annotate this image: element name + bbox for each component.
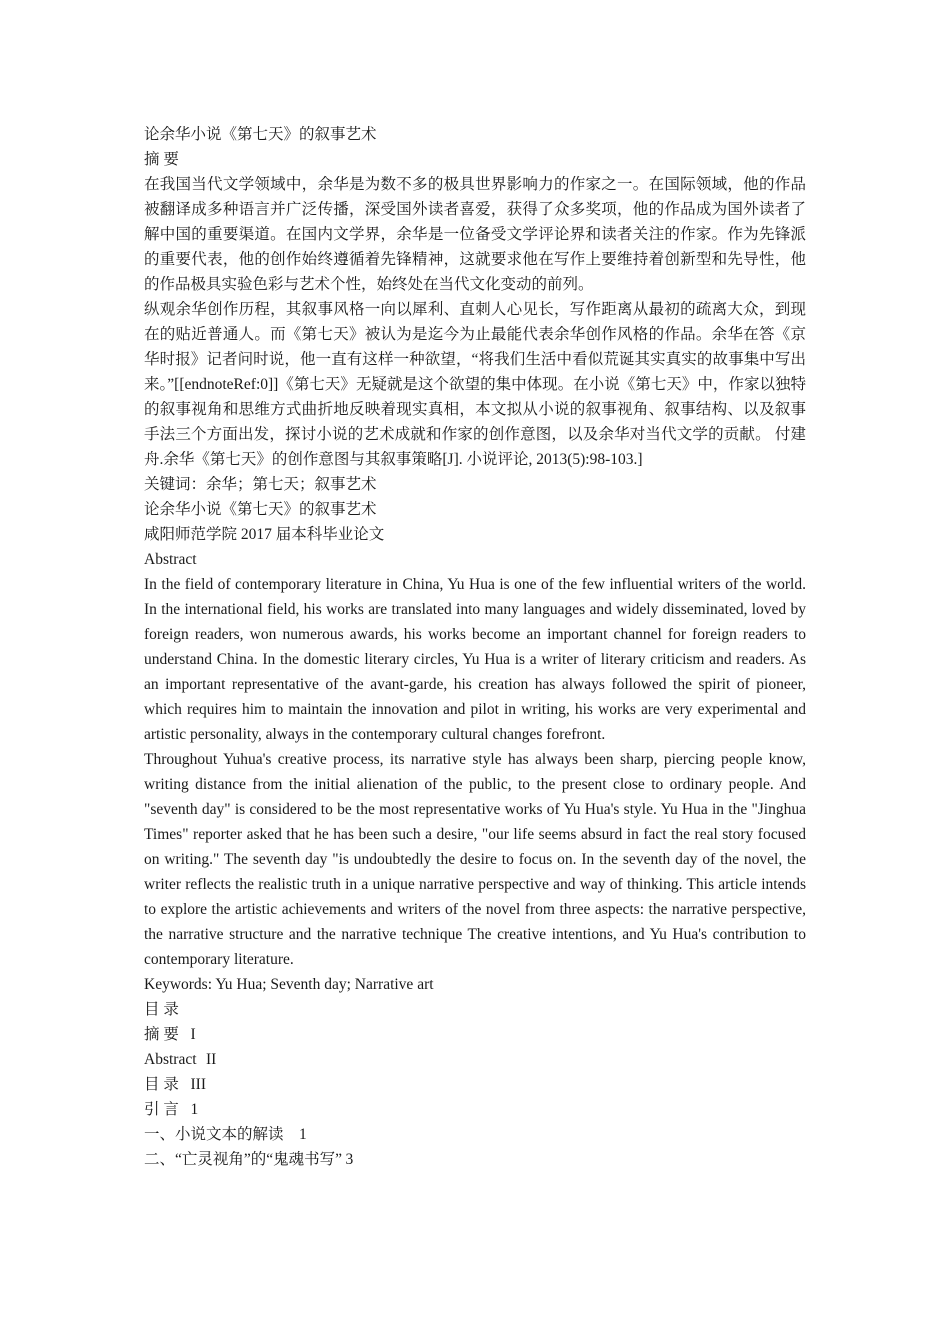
toc-entry-page: 1	[299, 1126, 307, 1143]
abstract-heading-en: Abstract	[144, 551, 197, 568]
toc-entry[interactable]	[144, 1122, 806, 1147]
toc-entry-label: Abstract	[144, 1051, 197, 1068]
abstract-heading-cn: 摘 要	[144, 151, 179, 168]
toc-entry-page: 3	[345, 1151, 354, 1168]
toc-entry[interactable]	[144, 1097, 806, 1122]
toc-entry-label: 摘 要	[144, 1026, 179, 1043]
table-of-contents	[144, 1022, 806, 1172]
keywords-en: Keywords: Yu Hua; Seventh day; Narrative art	[144, 976, 434, 993]
abstract-cn-paragraph-2: 纵观余华创作历程，其叙事风格一向以犀利、直刺人心见长，写作距离从最初的疏离大众，到现在的贴近普通人。而《第七天》被认为是迄今为止最能代表余华创作风格的作品。余华在答《京华时报》记者问时说，他一直有这样一种欲望，“将我们生活中看似荒诞其实真实的故事集中写出来。”[[endnoteRef:0]]《第七天》无疑就是这个欲望的集中体现。在小说《第七天》中，作家以独特的叙事视角和思维方式曲折地反映着现实真相，本文拟从小说的叙事视角、叙事结构、以及叙事手法三个方面出发，探讨小说的艺术成就和作家的创作意图，以及余华对当代文学的贡献。 付建舟.余华《第七天》的创作意图与其叙事策略[J]. 小说评论, 2013(5):98-103.]	[144, 301, 806, 468]
toc-entry-page: I	[190, 1026, 196, 1043]
thesis-title: 论余华小说《第七天》的叙事艺术	[144, 126, 377, 143]
toc-entry-label: 二、“亡灵视角”的“鬼魂书写”	[144, 1151, 343, 1168]
thesis-title-repeat: 论余华小说《第七天》的叙事艺术	[144, 501, 377, 518]
toc-entry-label: 引 言	[144, 1101, 179, 1118]
toc-entry[interactable]	[144, 1072, 806, 1097]
toc-entry[interactable]	[144, 1022, 806, 1047]
keywords-cn: 关键词：余华；第七天；叙事艺术	[144, 476, 377, 493]
abstract-en-paragraph-2: Throughout Yuhua's creative process, its narrative style has always been sharp, piercing people know, writing distance from the initial alienation of the public, to the present close to ordinary people. And "seventh day" is considered to be the most representative works of Yu Hua's style. Yu Hua in the "Jinghua Times" reporter asked that he has been such a desire, "our life seems absurd in fact the real story focused on writing." The seventh day "is undoubtedly the desire to focus on. In the seventh day of the novel, the writer reflects the realistic truth in a unique narrative perspective and way of thinking. This article intends to explore the artistic achievements and writers of the novel from three aspects: the narrative perspective, the narrative structure and the narrative technique The creative intentions, and Yu Hua's contribution to contemporary literature.	[144, 751, 806, 968]
toc-entry[interactable]	[144, 1047, 806, 1072]
toc-entry-page: 1	[190, 1101, 199, 1118]
abstract-en-paragraph-1: In the field of contemporary literature in China, Yu Hua is one of the few influential writers of the world. In the international field, his works are translated into many languages and widely disseminated, loved by foreign readers, won numerous awards, his works become an important channel for foreign readers to understand China. In the domestic literary circles, Yu Hua is a writer of literary criticism and readers. As an important representative of the avant-garde, his creation has always followed the spirit of pioneer, which requires him to maintain the innovation and pilot in writing, his works are very experimental and artistic personality, always in the contemporary cultural changes forefront.	[144, 576, 806, 743]
toc-entry-page: II	[206, 1051, 217, 1068]
toc-entry-label: 一、小说文本的解读	[144, 1126, 284, 1143]
toc-entry[interactable]	[144, 1147, 806, 1172]
document-page	[144, 122, 806, 1172]
toc-entry-page: III	[190, 1076, 206, 1093]
abstract-cn-paragraph-1: 在我国当代文学领域中，余华是为数不多的极具世界影响力的作家之一。在国际领域，他的作品被翻译成多种语言并广泛传播，深受国外读者喜爱，获得了众多奖项，他的作品成为国外读者了解中国的重要渠道。在国内文学界，余华是一位备受文学评论界和读者关注的作家。作为先锋派的重要代表，他的创作始终遵循着先锋精神，这就要求他在写作上要维持着创新型和先导性，他的作品极具实验色彩与艺术个性，始终处在当代文化变动的前列。	[144, 176, 806, 293]
toc-heading: 目 录	[144, 1001, 179, 1018]
toc-entry-label: 目 录	[144, 1076, 179, 1093]
school-line: 咸阳师范学院 2017 届本科毕业论文	[144, 526, 385, 543]
